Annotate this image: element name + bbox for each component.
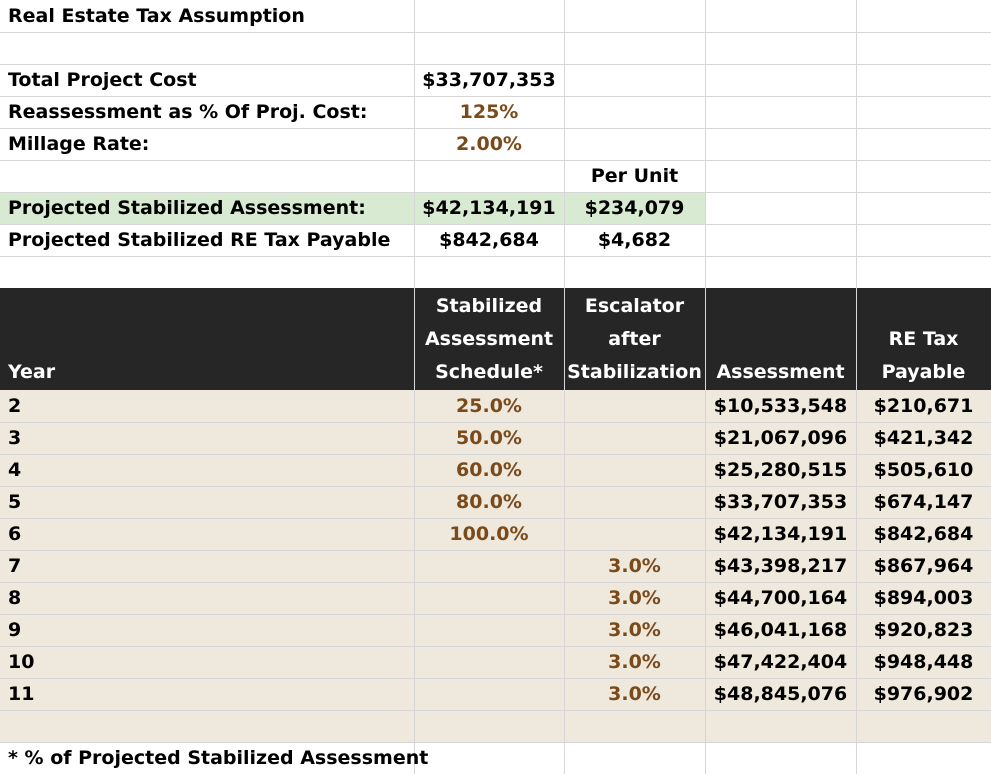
row-assessment[interactable]: $44,700,164 (713, 587, 848, 609)
page-title: Real Estate Tax Assumption (8, 5, 305, 27)
row-tax[interactable]: $920,823 (873, 619, 974, 641)
row-tax[interactable]: $505,610 (873, 459, 974, 481)
row-divider (0, 160, 991, 161)
row-escalator[interactable]: 3.0% (608, 651, 661, 673)
millage-rate-label: Millage Rate: (8, 133, 150, 155)
header-schedule-line1: Stabilized (435, 295, 543, 317)
row-escalator[interactable]: 3.0% (608, 619, 661, 641)
row-year: 8 (8, 587, 22, 609)
row-tax[interactable]: $210,671 (873, 395, 974, 417)
row-schedule[interactable]: 60.0% (456, 459, 522, 481)
per-unit-header: Per Unit (590, 165, 679, 187)
row-tax[interactable]: $894,003 (873, 587, 974, 609)
row-tax[interactable]: $948,448 (873, 651, 974, 673)
row-escalator[interactable] (564, 422, 705, 454)
row-schedule[interactable]: 80.0% (456, 491, 522, 513)
millage-rate-value[interactable]: 2.00% (456, 133, 522, 155)
stabilized-assessment-value[interactable]: $42,134,191 (422, 197, 556, 219)
row-schedule[interactable] (414, 678, 564, 710)
row-year: 5 (8, 491, 22, 513)
row-escalator[interactable] (564, 518, 705, 550)
header-escalator-line3: Stabilization (567, 361, 702, 383)
row-assessment[interactable]: $46,041,168 (713, 619, 848, 641)
row-assessment[interactable]: $48,845,076 (713, 683, 848, 705)
reassessment-label: Reassessment as % Of Proj. Cost: (8, 101, 368, 123)
row-assessment[interactable]: $25,280,515 (713, 459, 848, 481)
row-escalator[interactable] (564, 486, 705, 518)
row-divider (0, 32, 991, 33)
row-schedule[interactable] (414, 582, 564, 614)
row-escalator[interactable]: 3.0% (608, 587, 661, 609)
row-schedule[interactable] (414, 614, 564, 646)
row-tax[interactable]: $674,147 (873, 491, 974, 513)
stabilized-tax-value[interactable]: $842,684 (439, 229, 539, 251)
row-year: 3 (8, 427, 22, 449)
row-schedule[interactable]: 25.0% (456, 395, 522, 417)
row-assessment[interactable]: $47,422,404 (713, 651, 848, 673)
total-project-cost-label: Total Project Cost (8, 69, 197, 91)
row-year: 7 (8, 555, 22, 577)
row-year: 4 (8, 459, 22, 481)
row-escalator[interactable]: 3.0% (608, 555, 661, 577)
row-tax[interactable]: $842,684 (873, 523, 974, 545)
row-year: 2 (8, 395, 22, 417)
footnote: * % of Projected Stabilized Assessment (8, 747, 429, 769)
row-assessment[interactable]: $33,707,353 (713, 491, 848, 513)
row-assessment[interactable]: $10,533,548 (713, 395, 848, 417)
row-assessment[interactable]: $43,398,217 (713, 555, 848, 577)
total-project-cost-value[interactable]: $33,707,353 (422, 69, 556, 91)
row-schedule[interactable]: 50.0% (456, 427, 522, 449)
row-escalator[interactable]: 3.0% (608, 683, 661, 705)
row-assessment[interactable]: $21,067,096 (713, 427, 848, 449)
header-schedule-line2: Assessment (424, 328, 554, 350)
header-assessment: Assessment (716, 361, 845, 383)
header-schedule-line3: Schedule* (435, 361, 543, 383)
stabilized-tax-per-unit[interactable]: $4,682 (597, 229, 672, 251)
row-year: 6 (8, 523, 22, 545)
header-escalator-line1: Escalator (584, 295, 685, 317)
row-schedule[interactable]: 100.0% (449, 523, 529, 545)
row-tax[interactable]: $976,902 (873, 683, 974, 705)
row-escalator[interactable] (564, 390, 705, 422)
stabilized-assessment-label: Projected Stabilized Assessment: (8, 197, 366, 219)
reassessment-value[interactable]: 125% (459, 101, 519, 123)
row-year: 10 (8, 651, 35, 673)
row-schedule[interactable] (414, 550, 564, 582)
row-assessment[interactable]: $42,134,191 (713, 523, 848, 545)
header-tax-line2: Payable (881, 361, 966, 383)
stabilized-tax-label: Projected Stabilized RE Tax Payable (8, 229, 391, 251)
row-year: 9 (8, 619, 22, 641)
row-divider (0, 256, 991, 257)
header-escalator-line2: after (608, 328, 661, 350)
row-divider (0, 710, 991, 711)
header-year: Year (8, 361, 56, 383)
row-year: 11 (8, 683, 35, 705)
row-tax[interactable]: $867,964 (873, 555, 974, 577)
row-escalator[interactable] (564, 454, 705, 486)
row-tax[interactable]: $421,342 (873, 427, 974, 449)
header-tax-line1: RE Tax (888, 328, 959, 350)
row-schedule[interactable] (414, 646, 564, 678)
stabilized-assessment-per-unit[interactable]: $234,079 (584, 197, 685, 219)
